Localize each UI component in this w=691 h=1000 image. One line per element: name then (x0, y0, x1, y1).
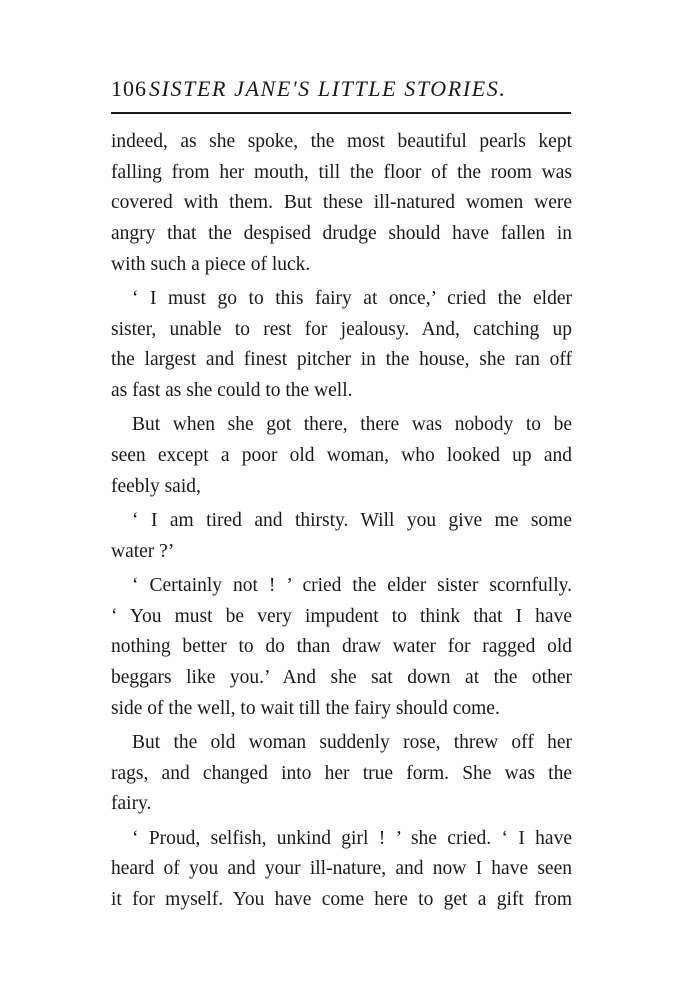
body-text (111, 127, 572, 916)
text-line: falling from her mouth, till the floor of the room was (111, 161, 572, 183)
page-number: 106 (111, 76, 147, 101)
text-line: indeed, as she spoke, the most beautiful pearls kept (111, 131, 572, 152)
text-line: ‘ Proud, selfish, unkind girl ! ’ she cried. ‘ I have (132, 827, 572, 849)
text-line: sister, unable to rest for jealousy. And, catching up (111, 318, 572, 340)
header-rule (111, 112, 571, 114)
text-line: water ?’ (111, 540, 175, 562)
text-line: fairy. (111, 793, 152, 815)
text-line: ‘ I must go to this fairy at once,’ cried the elder (132, 288, 572, 310)
text-line: But the old woman suddenly rose, threw off her (132, 732, 572, 754)
paragraph (111, 410, 572, 502)
text-line: nothing better to do than draw water for ragged old (111, 636, 572, 658)
text-line: as fast as she could to the well. (111, 380, 353, 402)
text-line: with such a piece of luck. (111, 253, 311, 275)
paragraph (111, 824, 572, 916)
text-line: it for myself. You have come here to get a gift from (111, 889, 572, 911)
text-line: beggars like you.’ And she sat down at the other (111, 667, 572, 689)
text-line: angry that the despised drudge should have fallen in (111, 223, 572, 245)
text-line: ‘ You must be very impudent to think that I have (111, 605, 572, 627)
text-line: ‘ I am tired and thirsty. Will you give me some (132, 510, 572, 532)
text-line: ‘ Certainly not ! ’ cried the elder sister scornfully. (132, 575, 572, 596)
paragraph (111, 127, 572, 280)
text-line: rags, and changed into her true form. She was the (111, 762, 572, 784)
text-line: heard of you and your ill-nature, and now I have seen (111, 858, 572, 880)
text-line: seen except a poor old woman, who looked up and (111, 445, 572, 467)
page-header (111, 70, 571, 110)
paragraph (111, 284, 572, 407)
text-line: side of the well, to wait till the fairy should come. (111, 697, 500, 719)
paragraph (111, 506, 572, 567)
text-line: covered with them. But these ill-natured women were (111, 192, 572, 214)
text-line: the largest and finest pitcher in the house, she ran off (111, 349, 572, 371)
paragraph (111, 728, 572, 820)
text-line: feebly said, (111, 475, 201, 497)
running-title: SISTER JANE'S LITTLE STORIES. (149, 76, 507, 101)
text-line: But when she got there, there was nobody to be (132, 414, 572, 436)
paragraph (111, 571, 572, 724)
